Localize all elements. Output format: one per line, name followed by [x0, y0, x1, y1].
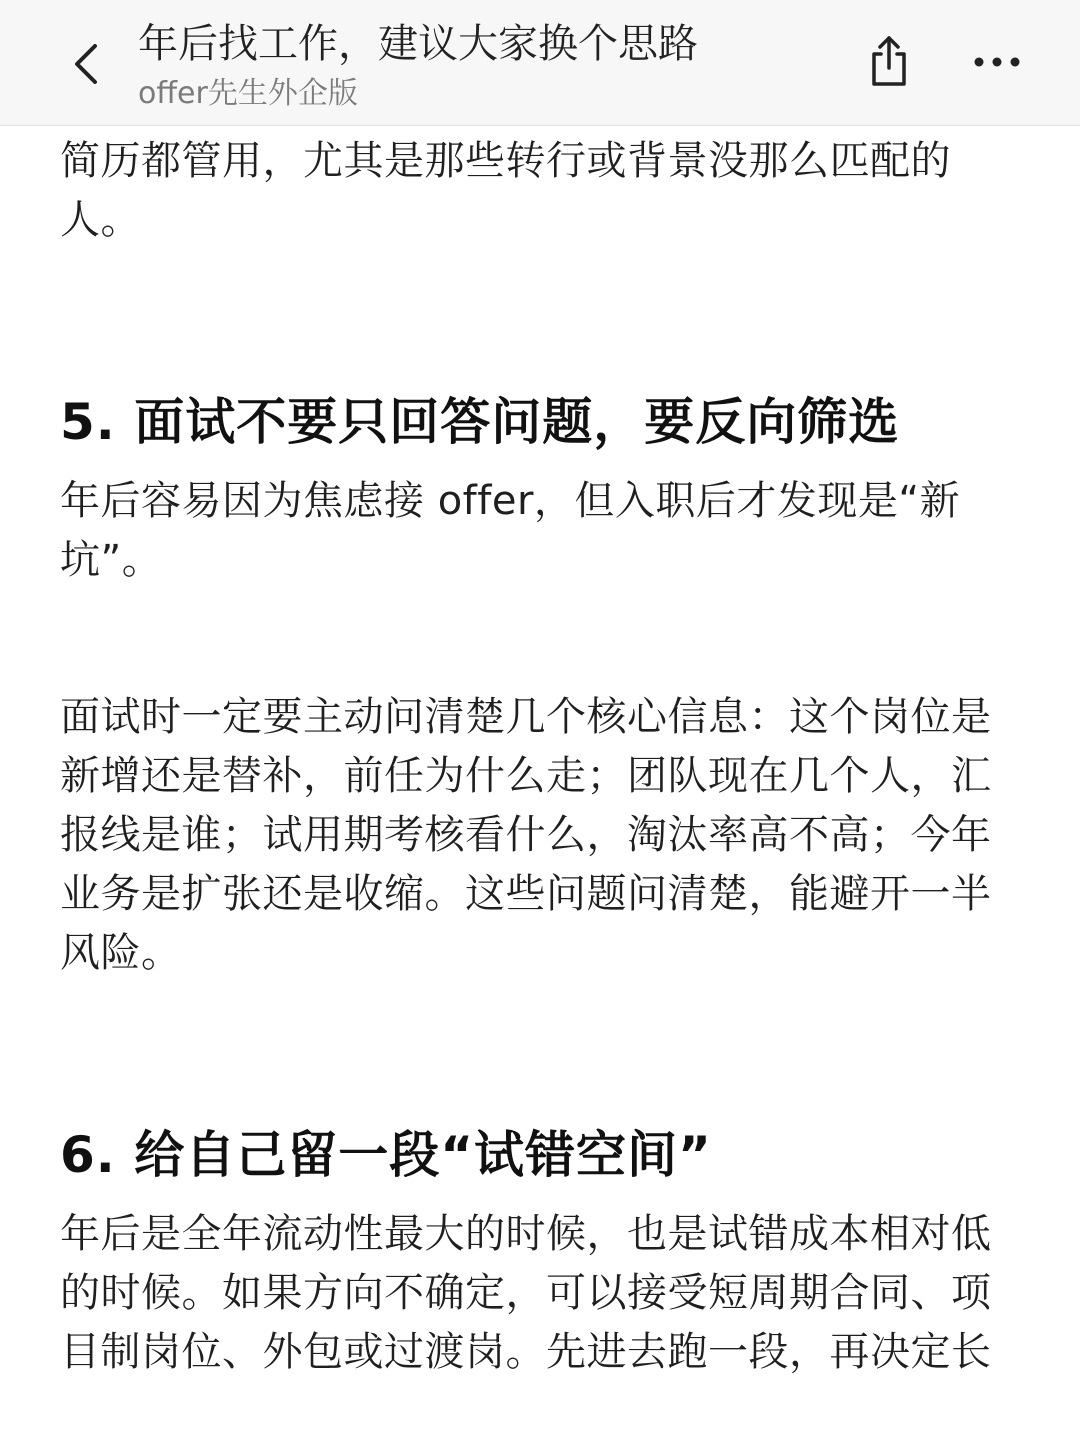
share-button[interactable]: [862, 32, 916, 90]
title-block: [138, 18, 798, 112]
page-title: 年后找工作，建议大家换个思路: [138, 21, 698, 67]
section-6-paragraph-1: 年后是全年流动性最大的时候，也是试错成本相对低的时候。如果方向不确定，可以接受短周期合同、项目制岗位、外包或过渡岗。先进去跑一段，再决定长: [60, 1211, 992, 1375]
section-5-heading: 5. 面试不要只回答问题，要反向筛选: [60, 393, 900, 451]
intro-paragraph: 简历都管用，尤其是那些转行或背景没那么匹配的人。: [60, 138, 951, 243]
share-icon: [866, 34, 912, 88]
more-button[interactable]: [966, 40, 1028, 84]
section-5-paragraph-1: 年后容易因为焦虑接 offer，但入职后才发现是“新坑”。: [60, 478, 961, 583]
chevron-left-icon: [71, 42, 101, 86]
more-horizontal-icon: [973, 56, 1021, 68]
back-button[interactable]: [58, 32, 114, 96]
article-content[interactable]: [60, 126, 1020, 1440]
top-navigation-bar: [0, 0, 1080, 126]
section-6-heading: 6. 给自己留一段“试错空间”: [60, 1126, 712, 1184]
author-name[interactable]: offer先生外企版: [138, 76, 358, 111]
section-5-paragraph-2: 面试时一定要主动问清楚几个核心信息：这个岗位是新增还是替补，前任为什么走；团队现在几个人，汇报线是谁；试用期考核看什么，淘汰率高不高；今年业务是扩张还是收缩。这些问题问清楚，能避开一半风险。: [60, 694, 992, 976]
